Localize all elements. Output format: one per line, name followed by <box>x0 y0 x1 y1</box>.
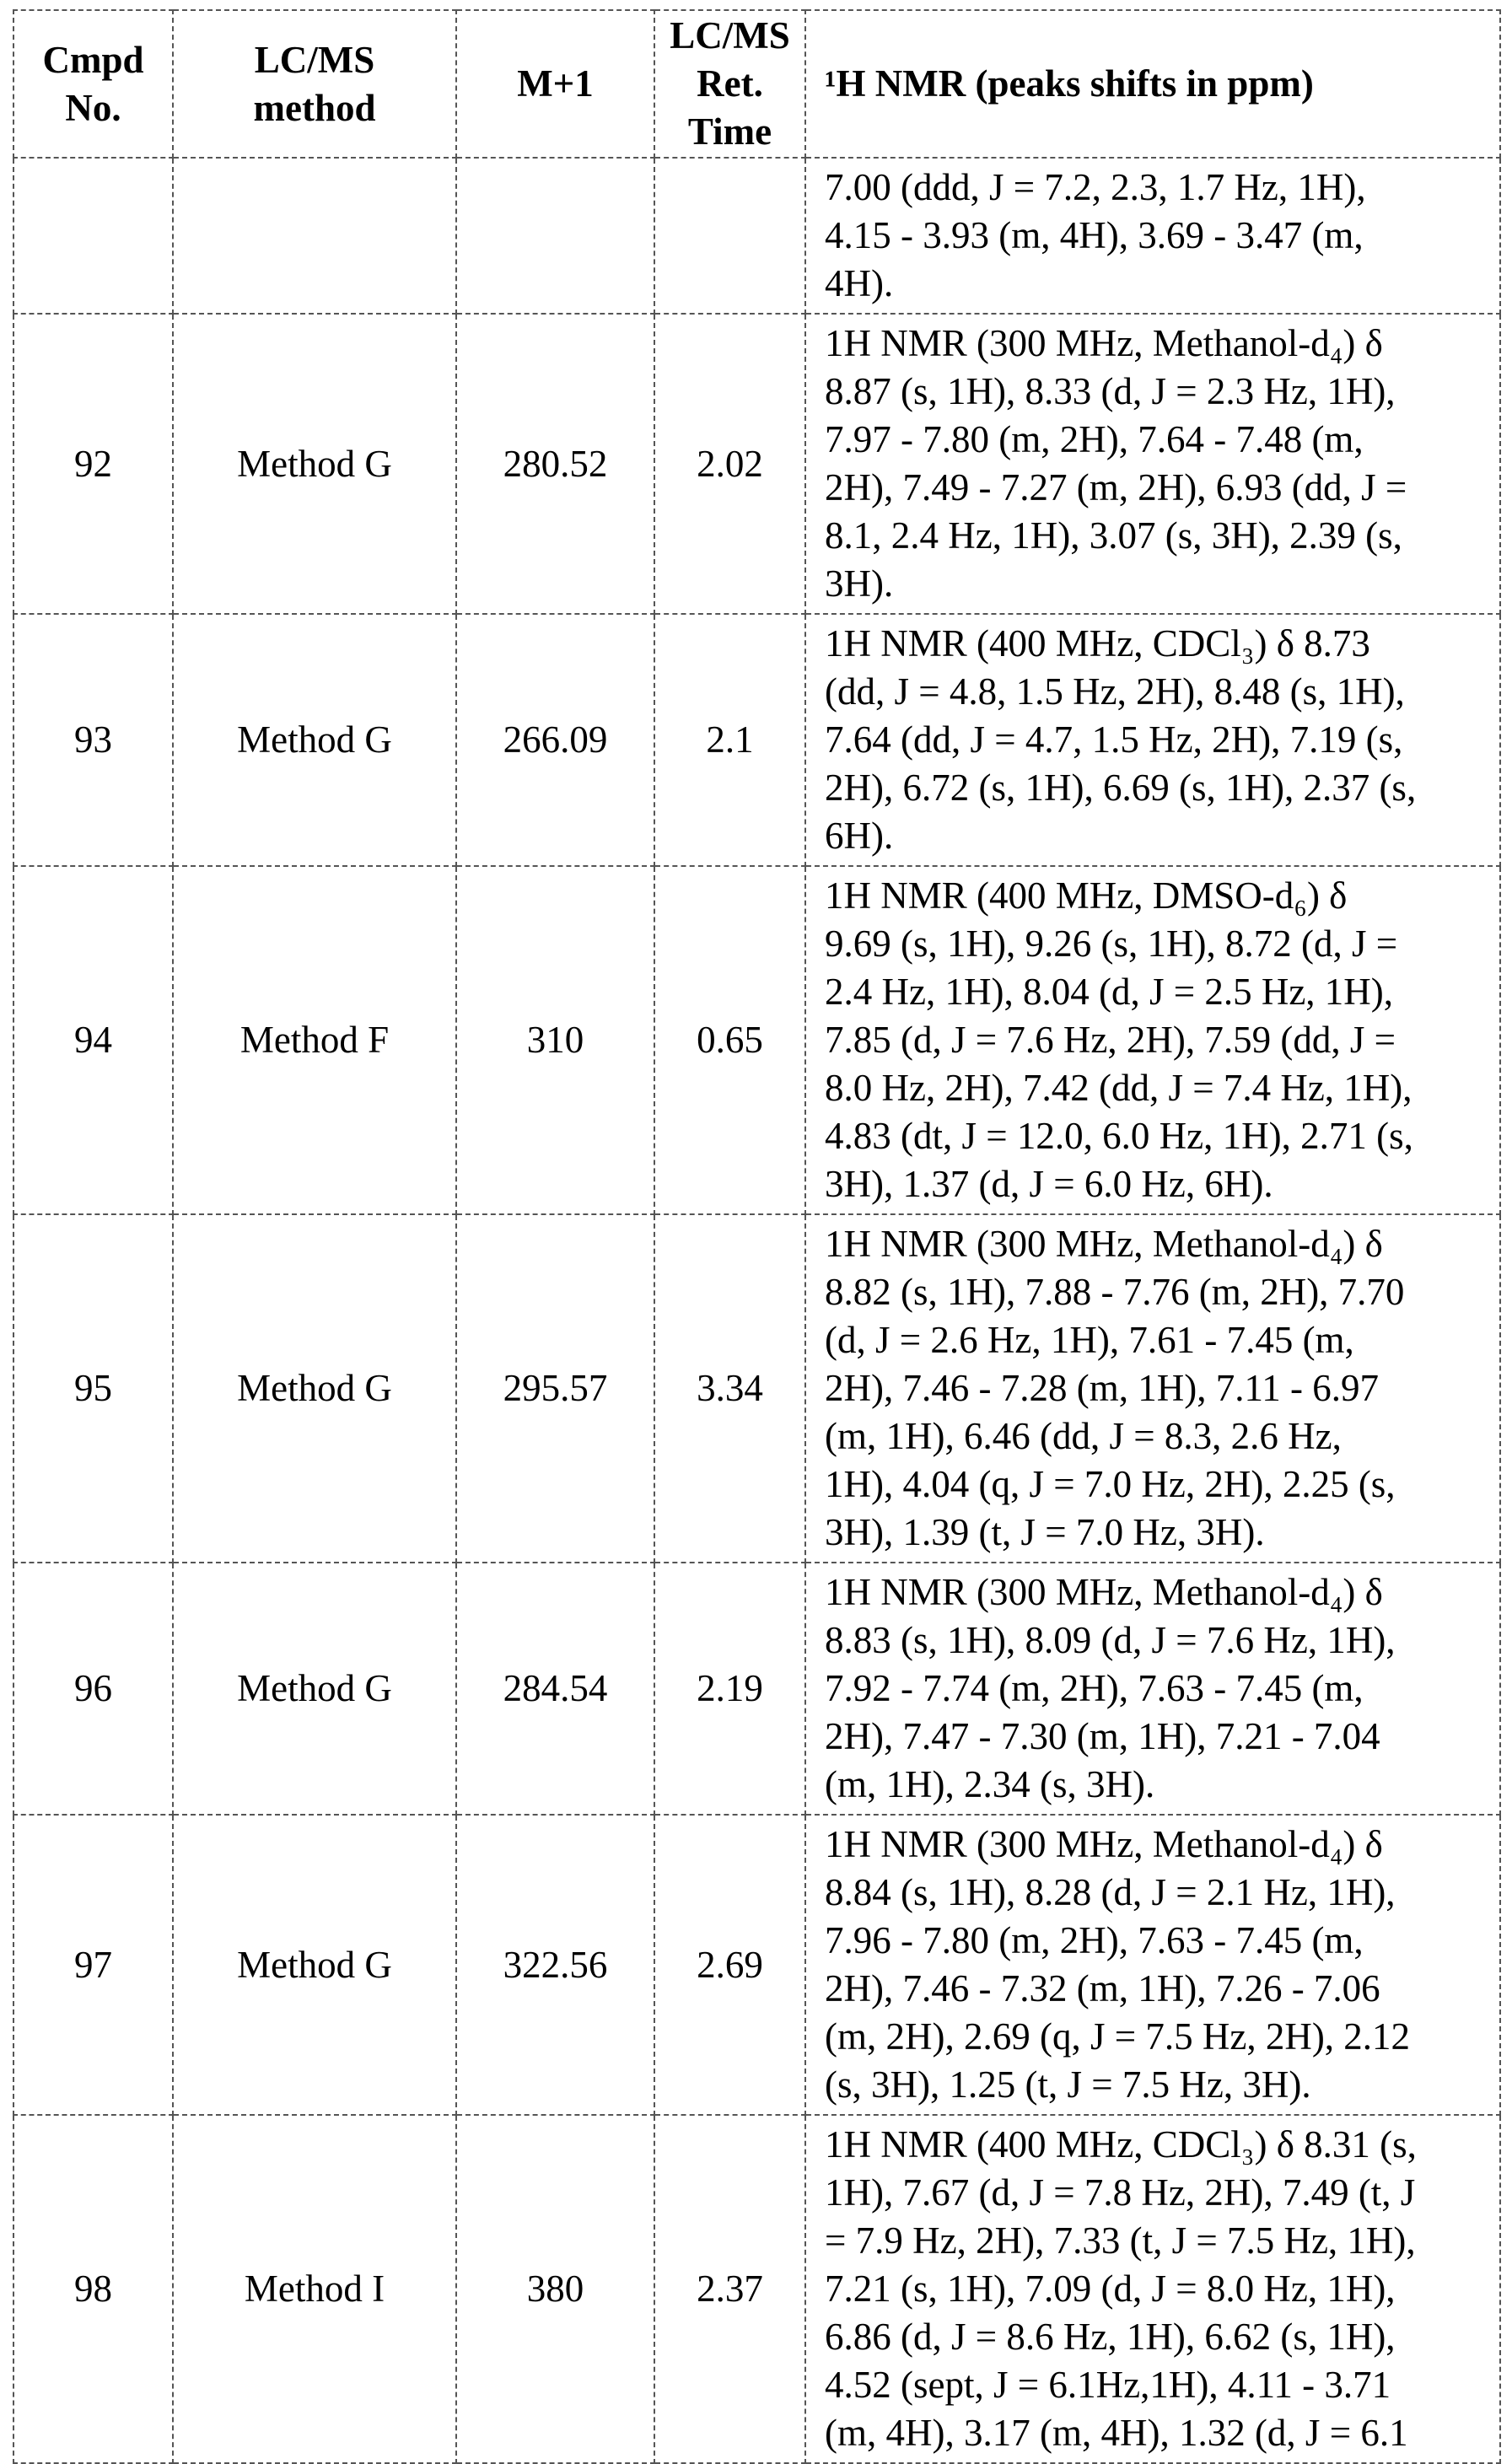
cell-mass: 295.57 <box>456 1214 654 1563</box>
header-lcms-method <box>173 10 456 158</box>
nmr-line: 8.1, 2.4 Hz, 1H), 3.07 (s, 3H), 2.39 (s, <box>825 512 1491 560</box>
nmr-line: (m, 1H), 6.46 (dd, J = 8.3, 2.6 Hz, <box>825 1412 1491 1461</box>
table-row <box>13 1563 1500 1815</box>
header-line: Time <box>688 110 772 153</box>
table-row <box>13 2115 1500 2463</box>
cell-mass: 380 <box>456 2115 654 2463</box>
cell-ret: 2.02 <box>654 314 805 614</box>
header-mass: M+1 <box>456 10 654 158</box>
cell-method: Method F <box>173 866 456 1214</box>
cell-cmpd: 96 <box>13 1563 173 1815</box>
cell-mass: 310 <box>456 866 654 1214</box>
nmr-line: 4H). <box>825 260 1491 308</box>
header-line: No. <box>65 87 121 129</box>
cell-nmr <box>805 2115 1500 2463</box>
nmr-line: 3H), 1.37 (d, J = 6.0 Hz, 6H). <box>825 1160 1491 1208</box>
nmr-line: 1H NMR (400 MHz, CDCl₃) δ 8.73 <box>825 620 1491 668</box>
cell-cmpd: 92 <box>13 314 173 614</box>
header-cmpd-no <box>13 10 173 158</box>
nmr-line: 7.96 - 7.80 (m, 2H), 7.63 - 7.45 (m, <box>825 1917 1491 1965</box>
cell-mass <box>456 158 654 314</box>
cell-nmr <box>805 866 1500 1214</box>
cell-mass: 322.56 <box>456 1815 654 2115</box>
nmr-line: (d, J = 2.6 Hz, 1H), 7.61 - 7.45 (m, <box>825 1316 1491 1364</box>
cell-method: Method I <box>173 2115 456 2463</box>
table-row <box>13 1214 1500 1563</box>
cell-ret: 0.65 <box>654 866 805 1214</box>
nmr-line: (m, 4H), 3.17 (m, 4H), 1.32 (d, J = 6.1 <box>825 2409 1491 2457</box>
nmr-line: 1H), 4.04 (q, J = 7.0 Hz, 2H), 2.25 (s, <box>825 1461 1491 1509</box>
cell-method: Method G <box>173 1214 456 1563</box>
cell-cmpd: 98 <box>13 2115 173 2463</box>
nmr-line: 2H), 7.49 - 7.27 (m, 2H), 6.93 (dd, J = <box>825 464 1491 512</box>
cell-ret: 3.34 <box>654 1214 805 1563</box>
nmr-line: 6.86 (d, J = 8.6 Hz, 1H), 6.62 (s, 1H), <box>825 2313 1491 2361</box>
nmr-line: (dd, J = 4.8, 1.5 Hz, 2H), 8.48 (s, 1H), <box>825 668 1491 716</box>
nmr-line: 1H), 7.67 (d, J = 7.8 Hz, 2H), 7.49 (t, J <box>825 2169 1491 2217</box>
cell-cmpd: 94 <box>13 866 173 1214</box>
cell-ret: 2.37 <box>654 2115 805 2463</box>
nmr-line: (m, 2H), 2.69 (q, J = 7.5 Hz, 2H), 2.12 <box>825 2013 1491 2061</box>
cell-mass: 284.54 <box>456 1563 654 1815</box>
nmr-line: 3H), 1.39 (t, J = 7.0 Hz, 3H). <box>825 1509 1491 1557</box>
nmr-line: 4.52 (sept, J = 6.1Hz,1H), 4.11 - 3.71 <box>825 2361 1491 2409</box>
cell-cmpd: 95 <box>13 1214 173 1563</box>
cell-nmr <box>805 1214 1500 1563</box>
nmr-line: 8.87 (s, 1H), 8.33 (d, J = 2.3 Hz, 1H), <box>825 368 1491 416</box>
nmr-line: = 7.9 Hz, 2H), 7.33 (t, J = 7.5 Hz, 1H), <box>825 2217 1491 2265</box>
nmr-line: 2.4 Hz, 1H), 8.04 (d, J = 2.5 Hz, 1H), <box>825 968 1491 1016</box>
nmr-line: 1H NMR (300 MHz, Methanol-d₄) δ <box>825 320 1491 368</box>
nmr-line: 3H). <box>825 560 1491 608</box>
cell-ret <box>654 158 805 314</box>
nmr-line: 6H). <box>825 812 1491 860</box>
cell-nmr <box>805 1815 1500 2115</box>
cell-ret: 2.69 <box>654 1815 805 2115</box>
table-row <box>13 314 1500 614</box>
nmr-line: 7.85 (d, J = 7.6 Hz, 2H), 7.59 (dd, J = <box>825 1016 1491 1064</box>
nmr-line: 1H NMR (400 MHz, DMSO-d₆) δ <box>825 872 1491 920</box>
nmr-line: 8.0 Hz, 2H), 7.42 (dd, J = 7.4 Hz, 1H), <box>825 1064 1491 1112</box>
cell-nmr <box>805 1563 1500 1815</box>
nmr-line: 2H), 7.46 - 7.32 (m, 1H), 7.26 - 7.06 <box>825 1965 1491 2013</box>
cell-method: Method G <box>173 614 456 866</box>
nmr-line: 2H), 7.46 - 7.28 (m, 1H), 7.11 - 6.97 <box>825 1364 1491 1412</box>
cell-method: Method G <box>173 314 456 614</box>
nmr-line: 1H NMR (400 MHz, CDCl₃) δ 8.31 (s, <box>825 2121 1491 2169</box>
cell-method: Method G <box>173 1815 456 2115</box>
nmr-line: (m, 1H), 2.34 (s, 3H). <box>825 1761 1491 1809</box>
nmr-line: 7.21 (s, 1H), 7.09 (d, J = 8.0 Hz, 1H), <box>825 2265 1491 2313</box>
nmr-line: 7.92 - 7.74 (m, 2H), 7.63 - 7.45 (m, <box>825 1665 1491 1713</box>
cell-ret: 2.1 <box>654 614 805 866</box>
nmr-line: 8.83 (s, 1H), 8.09 (d, J = 7.6 Hz, 1H), <box>825 1617 1491 1665</box>
cell-cmpd: 97 <box>13 1815 173 2115</box>
nmr-line: 1H NMR (300 MHz, Methanol-d₄) δ <box>825 1220 1491 1268</box>
nmr-line: 2H), 7.47 - 7.30 (m, 1H), 7.21 - 7.04 <box>825 1713 1491 1761</box>
header-line: LC/MS <box>255 39 375 81</box>
header-ret-time <box>654 10 805 158</box>
nmr-line: 8.84 (s, 1H), 8.28 (d, J = 2.1 Hz, 1H), <box>825 1869 1491 1917</box>
table-row <box>13 158 1500 314</box>
cell-cmpd: 93 <box>13 614 173 866</box>
table-row <box>13 614 1500 866</box>
cell-nmr <box>805 314 1500 614</box>
header-line: method <box>254 87 376 129</box>
nmr-line: (s, 3H), 1.25 (t, J = 7.5 Hz, 3H). <box>825 2061 1491 2109</box>
cell-method: Method G <box>173 1563 456 1815</box>
cell-nmr <box>805 158 1500 314</box>
nmr-line: 7.97 - 7.80 (m, 2H), 7.64 - 7.48 (m, <box>825 416 1491 464</box>
table-row <box>13 866 1500 1214</box>
cell-mass: 266.09 <box>456 614 654 866</box>
cell-nmr <box>805 614 1500 866</box>
header-nmr: ¹H NMR (peaks shifts in ppm) <box>805 10 1500 158</box>
nmr-line: 4.83 (dt, J = 12.0, 6.0 Hz, 1H), 2.71 (s, <box>825 1112 1491 1160</box>
cell-mass: 280.52 <box>456 314 654 614</box>
nmr-line: 7.00 (ddd, J = 7.2, 2.3, 1.7 Hz, 1H), <box>825 164 1491 212</box>
nmr-line: 4.15 - 3.93 (m, 4H), 3.69 - 3.47 (m, <box>825 212 1491 260</box>
header-row <box>13 10 1500 158</box>
nmr-line: 1H NMR (300 MHz, Methanol-d₄) δ <box>825 1821 1491 1869</box>
nmr-line: 8.82 (s, 1H), 7.88 - 7.76 (m, 2H), 7.70 <box>825 1268 1491 1316</box>
nmr-line: 7.64 (dd, J = 4.7, 1.5 Hz, 2H), 7.19 (s, <box>825 716 1491 764</box>
cell-ret: 2.19 <box>654 1563 805 1815</box>
cell-method <box>173 158 456 314</box>
header-line: Cmpd <box>42 39 143 81</box>
compound-data-table <box>13 9 1501 2464</box>
nmr-line: 9.69 (s, 1H), 9.26 (s, 1H), 8.72 (d, J = <box>825 920 1491 968</box>
header-line: LC/MS <box>670 14 790 56</box>
table-row <box>13 1815 1500 2115</box>
header-line: Ret. <box>697 62 763 105</box>
nmr-line: 1H NMR (300 MHz, Methanol-d₄) δ <box>825 1568 1491 1617</box>
cell-cmpd <box>13 158 173 314</box>
nmr-line: 2H), 6.72 (s, 1H), 6.69 (s, 1H), 2.37 (s, <box>825 764 1491 812</box>
